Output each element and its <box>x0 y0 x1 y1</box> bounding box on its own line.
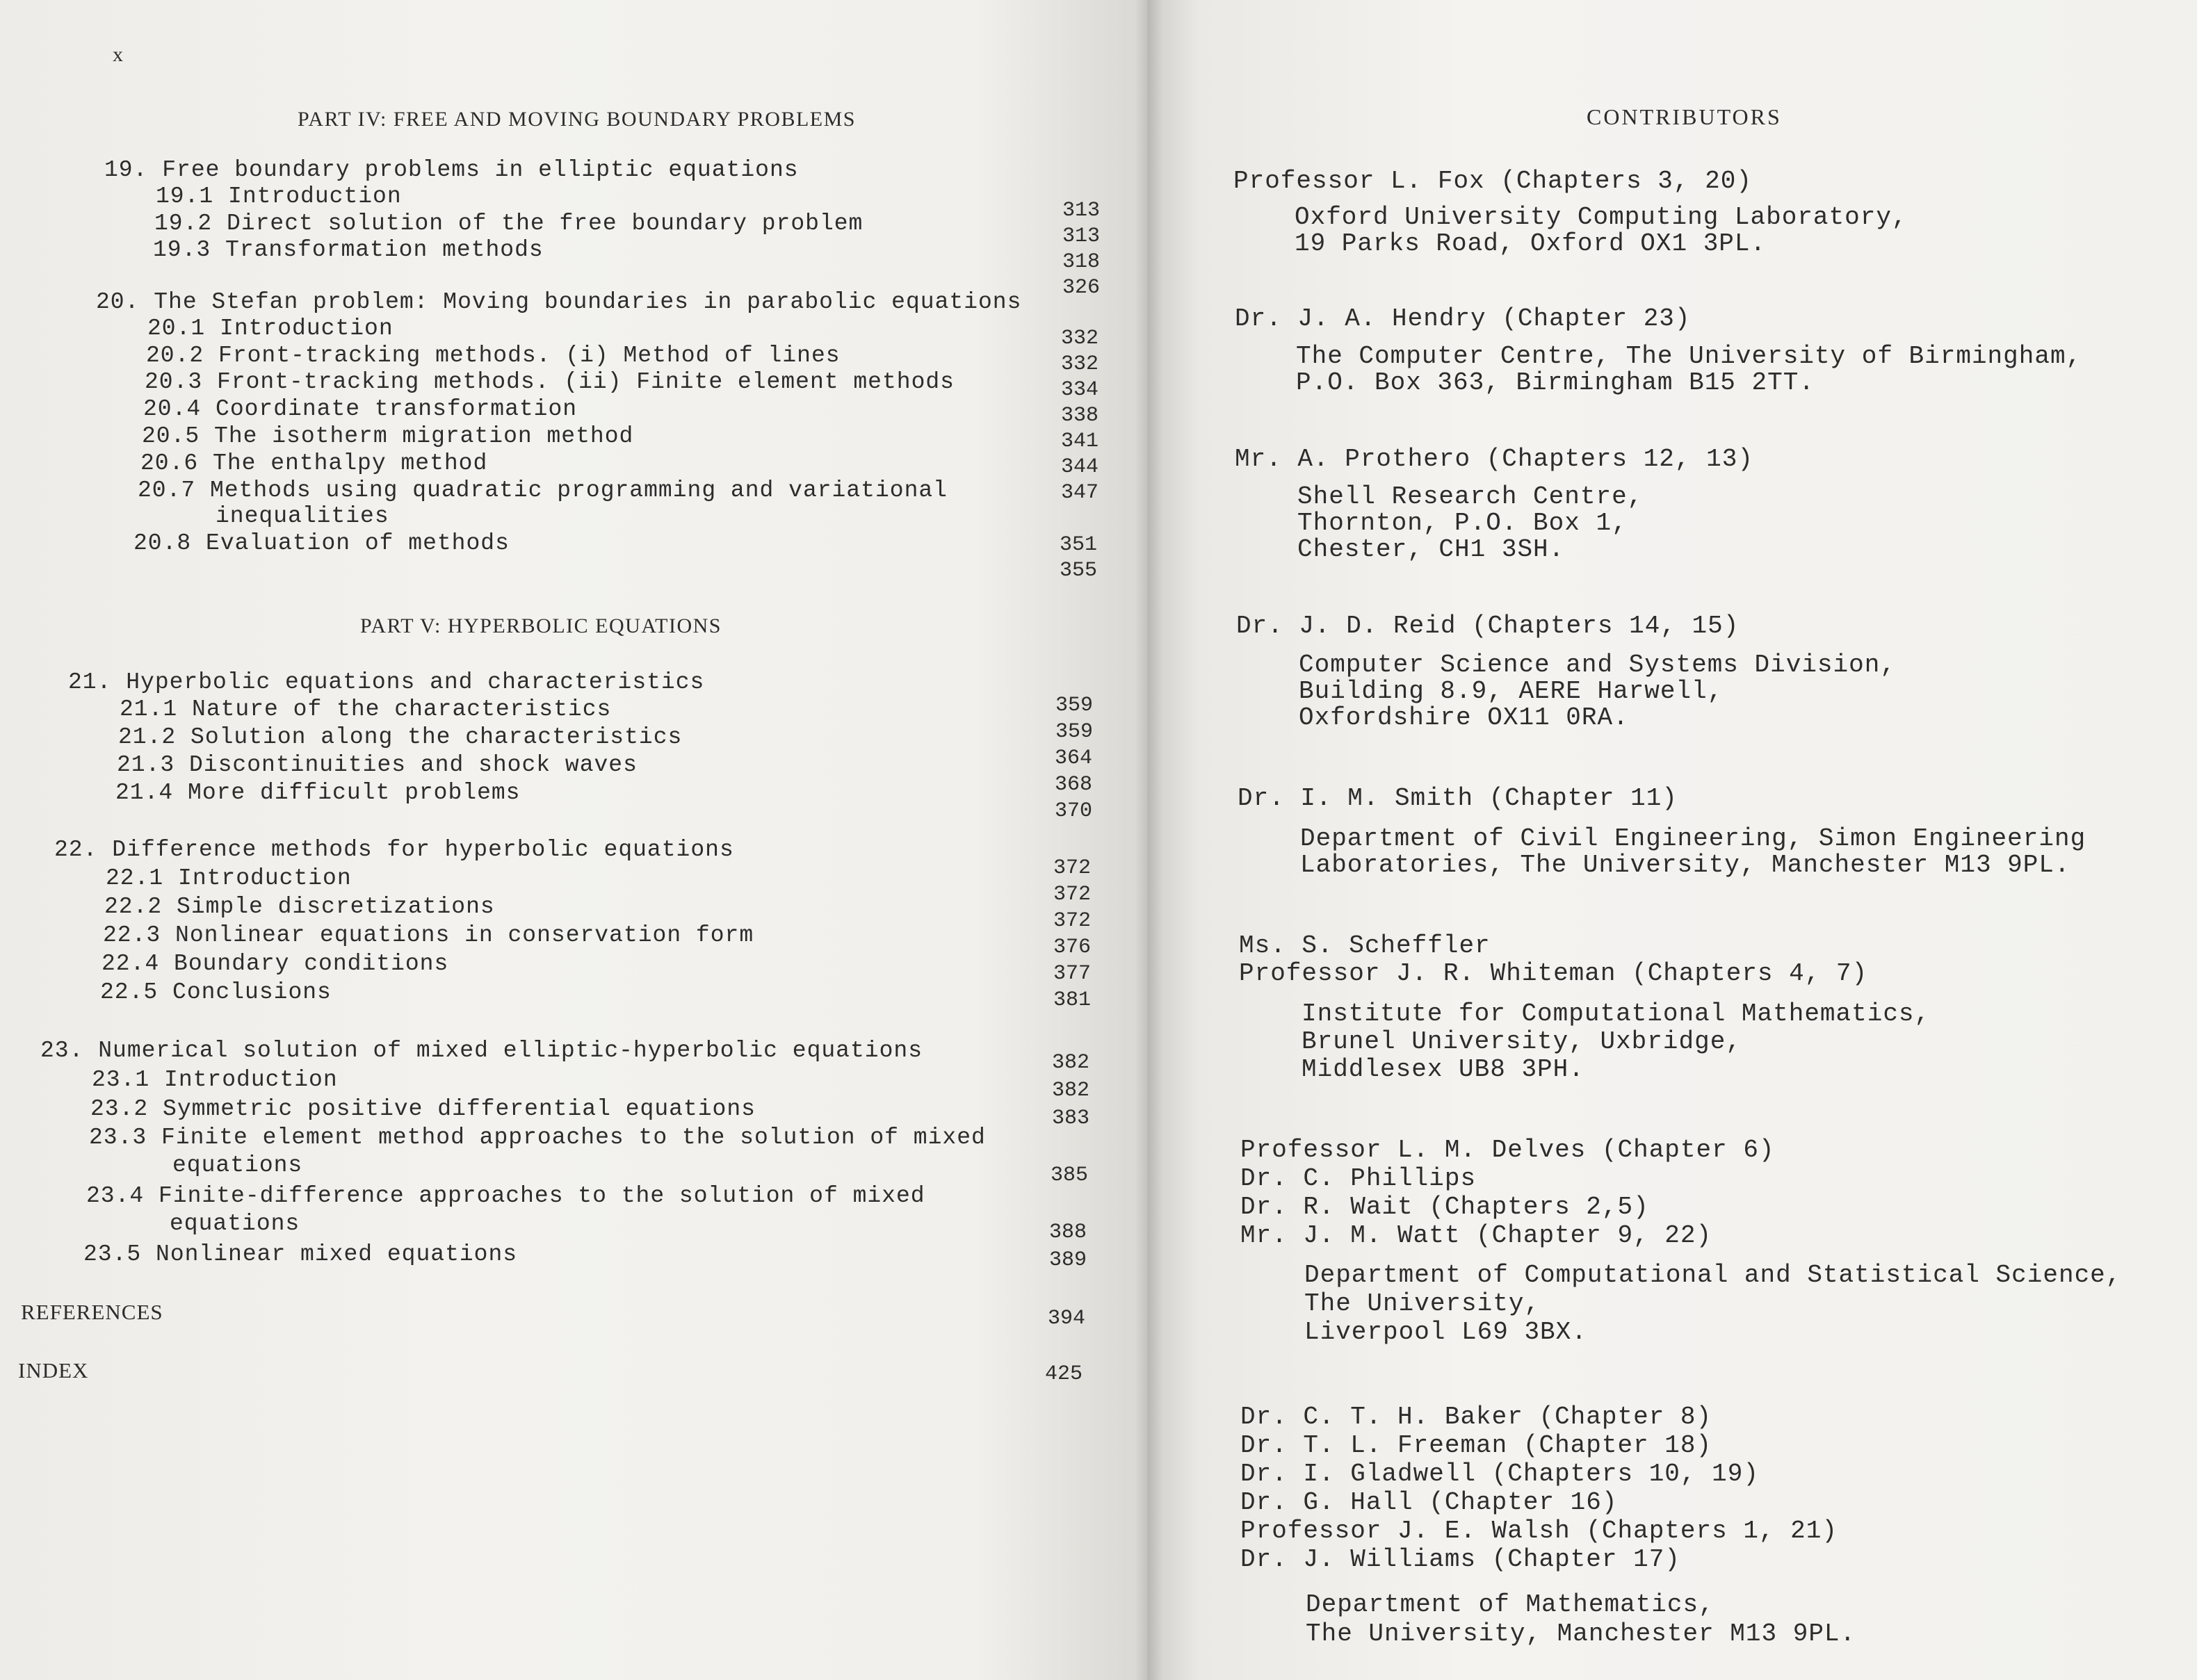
contributor-address: Thornton, P.O. Box 1, <box>1297 509 1628 537</box>
toc-page-number: 388 <box>1048 1221 1087 1244</box>
toc-page-number: 359 <box>1055 694 1093 717</box>
contributor-address: Liverpool L69 3BX. <box>1304 1318 1587 1346</box>
contributor-name: Dr. J. Williams (Chapter 17) <box>1240 1545 1680 1574</box>
toc-chapter-title: 19. Free boundary problems in elliptic equations <box>104 157 799 183</box>
toc-section: 21.3 Discontinuities and shock waves <box>117 752 638 778</box>
toc-page-number: 377 <box>1053 962 1091 986</box>
book-spine-shadow <box>1135 0 1162 1680</box>
contributor-address: Department of Mathematics, <box>1306 1590 1714 1619</box>
toc-section: 20.4 Coordinate transformation <box>143 396 578 422</box>
right-page <box>1147 0 2197 1680</box>
toc-section: 22.5 Conclusions <box>100 979 332 1005</box>
contributor-name: Dr. R. Wait (Chapters 2,5) <box>1240 1193 1649 1221</box>
contributor-address: Institute for Computational Mathematics, <box>1302 1000 1931 1028</box>
contributor-name: Mr. J. M. Watt (Chapter 9, 22) <box>1240 1221 1712 1250</box>
contributor-name: Professor L. M. Delves (Chapter 6) <box>1240 1136 1775 1164</box>
toc-chapter-title: 22. Difference methods for hyperbolic equations <box>54 837 734 863</box>
toc-page-number: 382 <box>1051 1051 1089 1075</box>
contributor-name: Dr. C. T. H. Baker (Chapter 8) <box>1240 1403 1712 1431</box>
toc-page-number: 385 <box>1050 1164 1088 1187</box>
contributor-address: 19 Parks Road, Oxford OX1 3PL. <box>1295 229 1767 258</box>
toc-page-number: 368 <box>1054 773 1092 797</box>
contributor-name: Dr. T. L. Freeman (Chapter 18) <box>1240 1431 1712 1460</box>
contributor-address: The University, <box>1304 1289 1541 1318</box>
toc-page-number: 332 <box>1060 352 1098 376</box>
toc-page-number: 383 <box>1051 1107 1089 1130</box>
toc-chapter-title: 21. Hyperbolic equations and characteristics <box>68 669 705 695</box>
toc-page-number: 313 <box>1062 225 1100 248</box>
toc-section: 19.1 Introduction <box>156 184 402 209</box>
contributor-address: Brunel University, Uxbridge, <box>1302 1027 1742 1056</box>
toc-section-continuation: equations <box>170 1211 300 1237</box>
toc-page-number: 338 <box>1060 404 1098 427</box>
toc-page-number: 347 <box>1060 481 1098 505</box>
toc-page-number: 376 <box>1053 936 1091 959</box>
contributor-name: Dr. C. Phillips <box>1240 1164 1477 1193</box>
contributor-name: Professor L. Fox (Chapters 3, 20) <box>1233 167 1752 195</box>
toc-page-number: 326 <box>1062 276 1100 300</box>
contributor-address: P.O. Box 363, Birmingham B15 2TT. <box>1296 368 1815 397</box>
toc-section: 22.4 Boundary conditions <box>102 951 449 977</box>
contributor-address: Shell Research Centre, <box>1297 482 1644 511</box>
contributor-name: Ms. S. Scheffler <box>1239 931 1491 960</box>
contributor-name: Dr. G. Hall (Chapter 16) <box>1240 1488 1618 1517</box>
toc-page-number: 372 <box>1053 909 1091 933</box>
toc-page-number: 425 <box>1044 1362 1083 1386</box>
contributor-name: Dr. J. D. Reid (Chapters 14, 15) <box>1236 612 1740 640</box>
contributor-address: Laboratories, The University, Manchester M13 9PL. <box>1300 851 2070 879</box>
part-heading: PART V: HYPERBOLIC EQUATIONS <box>360 614 722 637</box>
contributor-address: Department of Civil Engineering, Simon Engineering <box>1300 824 2086 853</box>
toc-page-number: 351 <box>1059 533 1097 557</box>
toc-page-number: 389 <box>1048 1248 1087 1272</box>
toc-page-number: 370 <box>1054 799 1092 823</box>
toc-section: 20.3 Front-tracking methods. (ii) Finite element methods <box>145 369 955 395</box>
part-heading: PART IV: FREE AND MOVING BOUNDARY PROBLEMS <box>298 108 856 131</box>
toc-page-number: 334 <box>1060 378 1098 402</box>
toc-section: 21.4 More difficult problems <box>115 780 521 806</box>
toc-section: 22.3 Nonlinear equations in conservation form <box>103 922 754 948</box>
page-number: x <box>113 43 123 66</box>
contributor-name: Professor J. E. Walsh (Chapters 1, 21) <box>1240 1517 1838 1545</box>
toc-section: 23.3 Finite element method approaches to the solution of mixed <box>89 1125 986 1150</box>
toc-page-number: 344 <box>1060 455 1098 479</box>
toc-section: 22.1 Introduction <box>106 865 352 891</box>
toc-page-number: 318 <box>1062 250 1100 274</box>
toc-page-number: 364 <box>1054 747 1092 770</box>
toc-chapter-title: 23. Numerical solution of mixed elliptic-hyperbolic equations <box>40 1038 923 1063</box>
toc-section: 23.1 Introduction <box>92 1067 338 1093</box>
toc-page-number: 394 <box>1047 1307 1085 1330</box>
contributor-address: Department of Computational and Statistical Science, <box>1304 1261 2122 1289</box>
toc-section: 19.2 Direct solution of the free boundary problem <box>154 211 864 236</box>
toc-chapter-title: 20. The Stefan problem: Moving boundaries in parabolic equations <box>96 289 1022 315</box>
toc-section: 23.4 Finite-difference approaches to the solution of mixed <box>86 1183 925 1209</box>
toc-section: 23.2 Symmetric positive differential equations <box>90 1096 756 1122</box>
contributor-name: Dr. I. Gladwell (Chapters 10, 19) <box>1240 1460 1759 1488</box>
toc-page-number: 359 <box>1055 720 1093 744</box>
toc-page-number: 332 <box>1060 327 1098 350</box>
toc-section: 19.3 Transformation methods <box>153 237 544 263</box>
toc-section: 21.1 Nature of the characteristics <box>120 696 612 722</box>
toc-section: 20.8 Evaluation of methods <box>133 530 510 556</box>
contributor-name: Dr. I. M. Smith (Chapter 11) <box>1238 784 1678 813</box>
toc-page-number: 372 <box>1053 856 1091 880</box>
toc-page-number: 313 <box>1062 199 1100 222</box>
toc-references: REFERENCES <box>21 1300 163 1324</box>
toc-section: 20.6 The enthalpy method <box>140 450 488 476</box>
contributors-heading: CONTRIBUTORS <box>1587 104 1782 129</box>
contributor-address: Computer Science and Systems Division, <box>1299 651 1896 679</box>
toc-section: 21.2 Solution along the characteristics <box>118 724 683 750</box>
contributor-address: Building 8.9, AERE Harwell, <box>1299 677 1724 706</box>
contributor-name: Mr. A. Prothero (Chapters 12, 13) <box>1235 445 1753 473</box>
toc-page-number: 341 <box>1060 430 1098 453</box>
contributor-address: Oxfordshire OX11 0RA. <box>1299 703 1629 732</box>
contributor-address: Middlesex UB8 3PH. <box>1302 1055 1584 1084</box>
toc-section: 20.1 Introduction <box>147 316 394 341</box>
toc-page-number: 355 <box>1059 559 1097 582</box>
toc-index: INDEX <box>18 1358 89 1383</box>
toc-section: 20.5 The isotherm migration method <box>142 423 634 449</box>
contributor-name: Dr. J. A. Hendry (Chapter 23) <box>1235 304 1691 333</box>
contributor-address: The Computer Centre, The University of Birmingham, <box>1296 342 2082 370</box>
toc-section: 20.2 Front-tracking methods. (i) Method of lines <box>146 343 841 368</box>
toc-page-number: 372 <box>1053 883 1091 906</box>
contributor-address: Chester, CH1 3SH. <box>1297 535 1565 564</box>
contributor-name: Professor J. R. Whiteman (Chapters 4, 7) <box>1239 959 1868 988</box>
contributor-address: The University, Manchester M13 9PL. <box>1306 1620 1856 1648</box>
toc-page-number: 381 <box>1053 988 1091 1012</box>
toc-section-continuation: equations <box>172 1152 303 1178</box>
toc-page-number: 382 <box>1051 1079 1089 1102</box>
toc-section-continuation: inequalities <box>216 503 389 529</box>
toc-section: 22.2 Simple discretizations <box>104 894 495 920</box>
toc-section: 23.5 Nonlinear mixed equations <box>83 1241 518 1267</box>
toc-section: 20.7 Methods using quadratic programming and variational <box>138 478 948 503</box>
contributor-address: Oxford University Computing Laboratory, <box>1295 203 1908 231</box>
